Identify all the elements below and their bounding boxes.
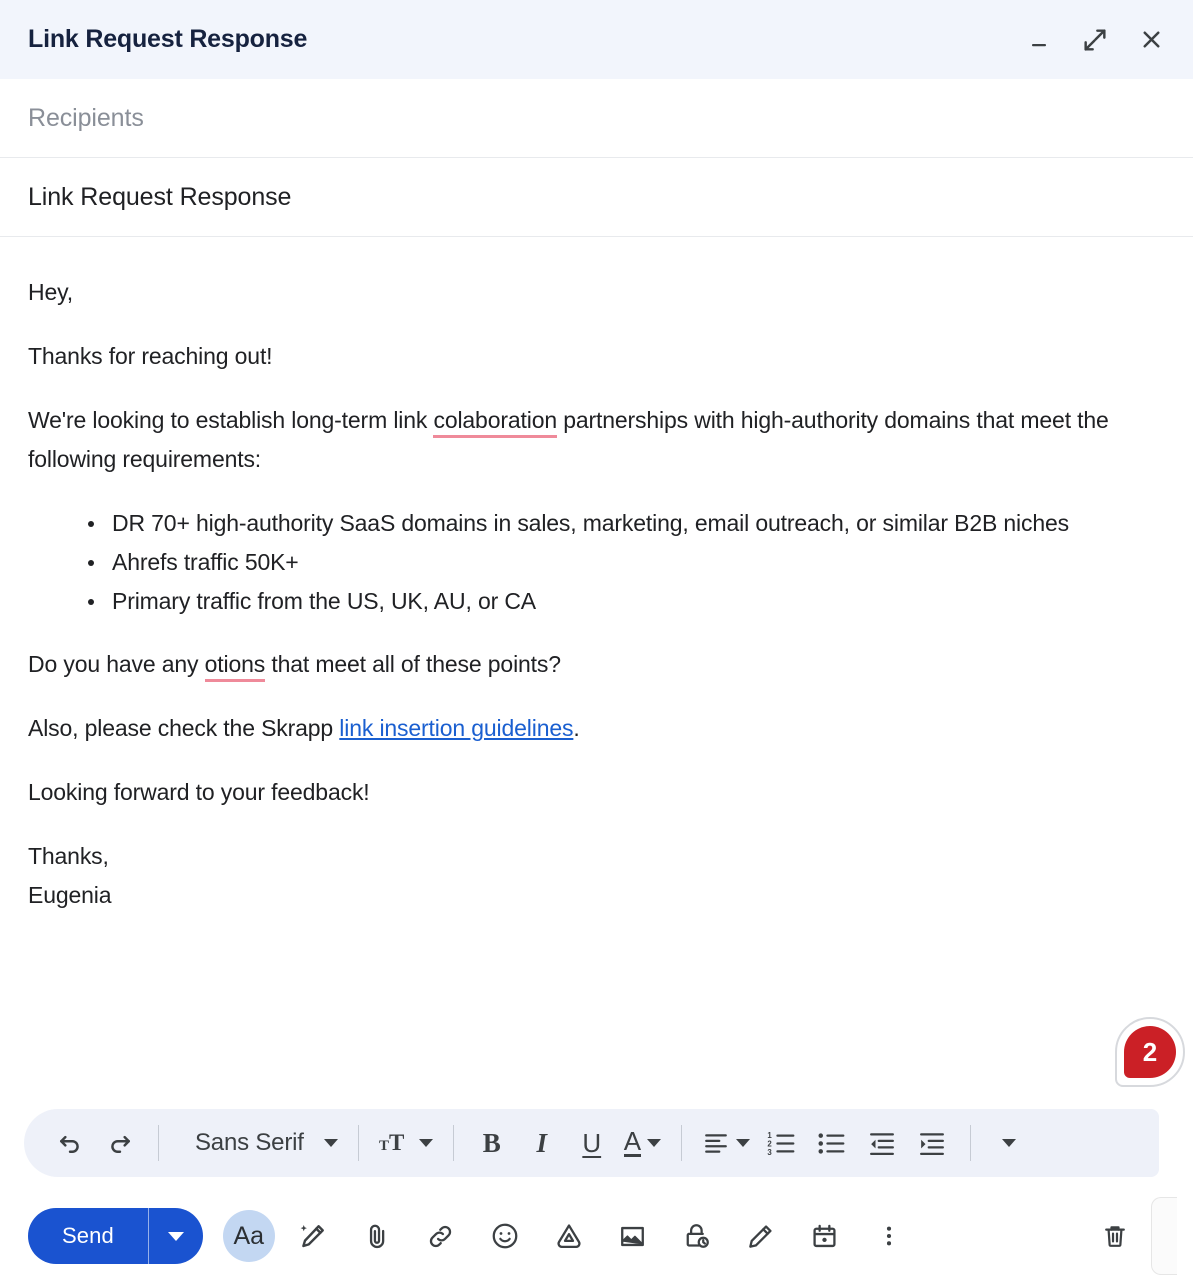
svg-text:T: T xyxy=(388,1130,405,1155)
redo-icon xyxy=(106,1129,134,1157)
side-panel-edge[interactable] xyxy=(1151,1197,1177,1275)
message-body[interactable] xyxy=(0,237,1193,1109)
confidential-mode-button[interactable] xyxy=(671,1210,723,1262)
list-item: DR 70+ high-authority SaaS domains in sales, marketing, email outreach, or similar B2B niches xyxy=(86,504,1165,543)
spelling-error-colaboration[interactable]: colaboration xyxy=(433,407,557,438)
spelling-error-otions[interactable]: otions xyxy=(205,651,265,682)
compose-header xyxy=(0,0,1193,79)
insert-photo-button[interactable] xyxy=(607,1210,659,1262)
indent-increase-icon xyxy=(917,1130,947,1156)
trash-icon xyxy=(1101,1222,1129,1250)
subject-row[interactable] xyxy=(0,158,1193,237)
formatting-toolbar xyxy=(24,1109,1159,1177)
minimize-icon xyxy=(1027,28,1051,52)
more-formatting-button[interactable] xyxy=(985,1119,1033,1167)
insert-emoji-button[interactable] xyxy=(479,1210,531,1262)
italic-button[interactable]: I xyxy=(536,1127,547,1158)
link-line-before: Also, please check the Skrapp xyxy=(28,715,340,741)
insert-signature-button[interactable] xyxy=(735,1210,787,1262)
subject-input[interactable]: Link Request Response xyxy=(28,182,292,211)
pen-icon xyxy=(746,1222,775,1251)
redo-button[interactable] xyxy=(96,1119,144,1167)
body-signature xyxy=(28,837,1165,915)
recipients-input[interactable]: Recipients xyxy=(28,103,144,132)
emoji-icon xyxy=(490,1221,520,1251)
numbered-list-icon xyxy=(767,1130,797,1157)
image-icon xyxy=(618,1222,647,1251)
list-item: Ahrefs traffic 50K+ xyxy=(86,543,1165,582)
schedule-send-button[interactable] xyxy=(799,1210,851,1262)
lock-clock-icon xyxy=(682,1221,712,1251)
align-dropdown[interactable] xyxy=(696,1119,756,1167)
bulleted-list-button[interactable] xyxy=(808,1119,856,1167)
recipients-row[interactable] xyxy=(0,79,1193,158)
question-after: that meet all of these points? xyxy=(265,651,561,677)
formatting-icon: Aa xyxy=(233,1221,265,1250)
body-link-paragraph xyxy=(28,709,1165,748)
align-left-icon xyxy=(702,1130,730,1156)
link-icon xyxy=(426,1222,455,1251)
expand-icon xyxy=(1081,26,1109,54)
window-controls xyxy=(1019,20,1171,60)
link-line-after: . xyxy=(573,715,580,741)
indent-more-button[interactable] xyxy=(908,1119,956,1167)
help-me-write-button[interactable] xyxy=(287,1210,339,1262)
text-color-icon: A xyxy=(623,1126,642,1157)
undo-icon xyxy=(56,1129,84,1157)
magic-pen-icon xyxy=(298,1221,328,1251)
more-vertical-icon xyxy=(876,1223,902,1249)
formatting-options-button[interactable] xyxy=(223,1210,275,1262)
link-insertion-guidelines-link[interactable]: link insertion guidelines xyxy=(339,715,574,741)
toolbar-divider xyxy=(158,1125,159,1161)
body-intro-paragraph xyxy=(28,401,1165,479)
chevron-down-icon xyxy=(419,1139,433,1147)
undo-button[interactable] xyxy=(46,1119,94,1167)
close-icon xyxy=(1138,26,1165,53)
compose-tools xyxy=(223,1210,915,1262)
bold-button[interactable]: B xyxy=(482,1127,501,1158)
toolbar-divider xyxy=(358,1125,359,1161)
question-before: Do you have any xyxy=(28,651,205,677)
svg-text:1: 1 xyxy=(767,1130,772,1140)
toolbar-divider xyxy=(453,1125,454,1161)
font-family-dropdown[interactable] xyxy=(173,1119,344,1167)
chevron-down-icon xyxy=(324,1139,338,1147)
toolbar-divider xyxy=(681,1125,682,1161)
close-button[interactable] xyxy=(1131,20,1171,60)
font-size-dropdown[interactable] xyxy=(373,1119,439,1167)
google-drive-icon xyxy=(554,1221,584,1251)
body-closing: Looking forward to your feedback! xyxy=(28,779,370,805)
body-thanks: Thanks for reaching out! xyxy=(28,343,273,369)
insert-drive-file-button[interactable] xyxy=(543,1210,595,1262)
calendar-icon xyxy=(810,1222,839,1251)
insert-link-button[interactable] xyxy=(415,1210,467,1262)
font-size-icon xyxy=(379,1130,413,1156)
send-options-button[interactable] xyxy=(149,1208,203,1264)
numbered-list-button[interactable] xyxy=(758,1119,806,1167)
intro-before: We're looking to establish long-term link xyxy=(28,407,434,433)
badge-count: 2 xyxy=(1124,1026,1176,1078)
indent-less-button[interactable] xyxy=(858,1119,906,1167)
body-question-paragraph xyxy=(28,645,1165,684)
intro-after: partnerships with high-authority domains that meet the following requirements: xyxy=(28,407,1109,472)
body-greeting: Hey, xyxy=(28,279,73,305)
svg-text:3: 3 xyxy=(767,1147,772,1157)
sender-name: Eugenia xyxy=(28,882,112,908)
compose-action-bar xyxy=(0,1191,1193,1281)
underline-button[interactable]: U xyxy=(582,1127,602,1158)
discard-draft-button[interactable] xyxy=(1089,1210,1141,1262)
svg-text:T: T xyxy=(378,1138,389,1154)
grammar-suggestions-badge[interactable] xyxy=(1115,1017,1185,1087)
text-color-dropdown[interactable] xyxy=(618,1119,667,1167)
chevron-down-icon xyxy=(647,1139,661,1147)
minimize-button[interactable] xyxy=(1019,20,1059,60)
more-options-button[interactable] xyxy=(863,1210,915,1262)
send-button[interactable]: Send xyxy=(62,1223,114,1248)
toolbar-divider xyxy=(970,1125,971,1161)
chevron-down-icon xyxy=(736,1139,750,1147)
signoff: Thanks, xyxy=(28,843,109,869)
chevron-down-icon xyxy=(168,1232,184,1241)
font-family-label: Sans Serif xyxy=(195,1129,304,1156)
bulleted-list-icon xyxy=(817,1130,847,1157)
requirements-list xyxy=(28,504,1165,621)
expand-button[interactable] xyxy=(1075,20,1115,60)
page-title: Link Request Response xyxy=(28,25,308,53)
attach-files-button[interactable] xyxy=(351,1210,403,1262)
chevron-down-icon xyxy=(1002,1139,1016,1147)
list-item: Primary traffic from the US, UK, AU, or CA xyxy=(86,582,1165,621)
svg-text:2: 2 xyxy=(767,1138,772,1148)
send-group xyxy=(28,1208,203,1264)
paperclip-icon xyxy=(362,1222,391,1251)
indent-decrease-icon xyxy=(867,1130,897,1156)
action-bar-right xyxy=(1089,1197,1177,1275)
